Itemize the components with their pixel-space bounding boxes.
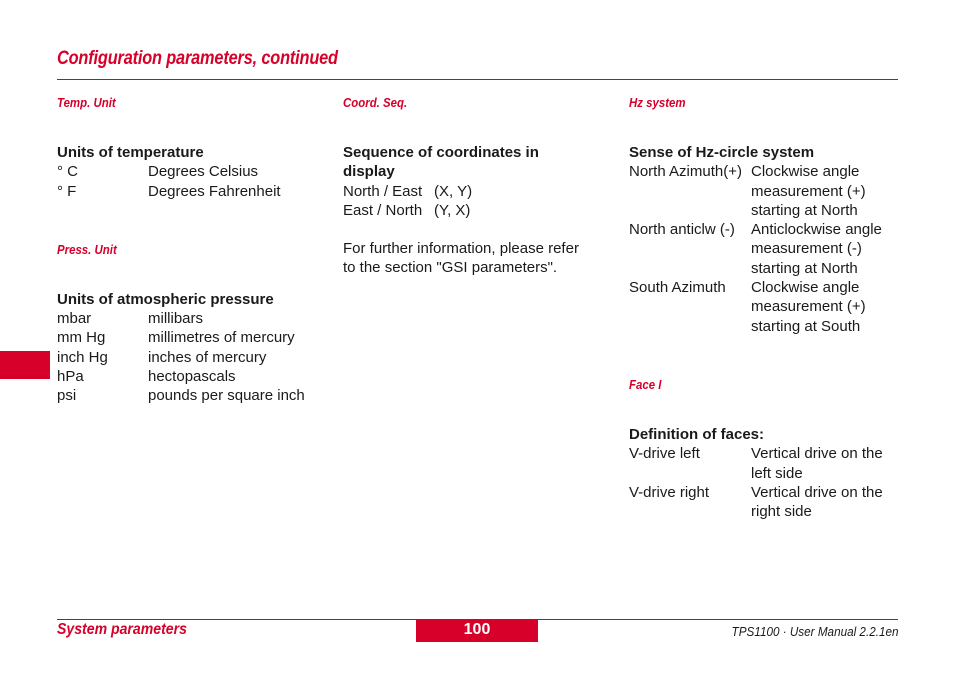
column-coordinate-sequence <box>343 93 613 278</box>
pressure-unit-value: inches of mercury <box>148 348 267 366</box>
subheading-coord-seq: Coord. Seq. <box>343 95 408 110</box>
description-line: Vertical drive on the <box>751 483 883 501</box>
pressure-row <box>57 348 327 367</box>
coord-order-key: North / East <box>343 182 423 200</box>
hz-row <box>629 220 904 278</box>
coord-row <box>343 201 613 220</box>
page-number: 100 <box>416 619 538 642</box>
reference-note: For further information, please refer <box>343 240 579 258</box>
section-title-coordinates: Sequence of coordinates in <box>343 144 539 161</box>
pressure-row <box>57 309 327 328</box>
section-title-pressure: Units of atmospheric pressure <box>57 290 274 308</box>
face-row <box>629 444 904 483</box>
coord-row <box>343 182 613 201</box>
face-row <box>629 483 904 522</box>
subheading-face-i: Face I <box>629 376 662 392</box>
description-line: Vertical drive on the <box>751 445 883 463</box>
temp-unit-key: ° F <box>57 182 77 200</box>
temp-unit-key: ° C <box>57 163 78 181</box>
section-title-coordinates-cont: display <box>343 163 395 181</box>
description-line: Clockwise angle <box>751 279 860 297</box>
pressure-unit-key: mm Hg <box>57 329 106 347</box>
section-title-temperature: Units of temperature <box>57 144 204 161</box>
hz-row <box>629 162 904 220</box>
description-line: starting at North <box>751 201 858 219</box>
face-option-description <box>751 483 904 522</box>
hz-option-description <box>751 162 904 220</box>
temp-unit-value: Degrees Celsius <box>148 163 259 181</box>
pressure-unit-key: inch Hg <box>57 348 108 366</box>
temp-row <box>57 162 327 181</box>
pressure-row <box>57 386 327 405</box>
description-line: right side <box>751 503 812 521</box>
hz-option-description <box>751 278 904 336</box>
reference-note-cont: to the section "GSI parameters". <box>343 259 558 277</box>
column-temperature-pressure <box>57 93 327 406</box>
hz-option-key: North Azimuth(+) <box>629 163 742 181</box>
pressure-unit-value: hectopascals <box>148 368 236 386</box>
pressure-row <box>57 367 327 386</box>
pressure-unit-key: hPa <box>57 368 84 386</box>
pressure-unit-key: psi <box>57 387 77 405</box>
coord-order-key: East / North <box>343 201 423 219</box>
pressure-unit-key: mbar <box>57 310 92 328</box>
section-title-faces: Definition of faces: <box>629 425 765 443</box>
temp-unit-value: Degrees Fahrenheit <box>148 182 281 200</box>
hz-option-key: South Azimuth <box>629 279 726 297</box>
description-line: Clockwise angle <box>751 163 860 181</box>
coord-order-value: (Y, X) <box>434 201 471 219</box>
face-option-description <box>751 444 904 483</box>
face-option-key: V-drive left <box>629 445 700 463</box>
hz-row <box>629 278 904 336</box>
footer-section-name: System parameters <box>57 621 187 638</box>
hz-option-key: North anticlw (-) <box>629 221 735 239</box>
column-hz-face <box>629 93 904 521</box>
pressure-unit-value: millibars <box>148 310 204 328</box>
subheading-press-unit: Press. Unit <box>57 241 117 257</box>
page-title: Configuration parameters, continued <box>57 48 338 69</box>
description-line: starting at North <box>751 259 858 277</box>
description-line: measurement (+) <box>751 182 866 200</box>
face-option-key: V-drive right <box>629 483 710 501</box>
coord-order-value: (X, Y) <box>434 182 473 200</box>
subheading-hz-system: Hz system <box>629 95 686 110</box>
hz-option-description <box>751 220 904 278</box>
footer-manual-title: TPS1100 · User Manual 2.2.1en <box>731 624 898 639</box>
pressure-row <box>57 328 327 347</box>
pressure-unit-value: pounds per square inch <box>148 387 305 405</box>
subheading-temp-unit: Temp. Unit <box>57 95 116 110</box>
section-title-hz-circle: Sense of Hz-circle system <box>629 144 815 161</box>
description-line: measurement (-) <box>751 240 862 258</box>
description-line: measurement (+) <box>751 298 866 316</box>
description-line: left side <box>751 464 803 482</box>
pressure-unit-value: millimetres of mercury <box>148 329 295 347</box>
description-line: starting at South <box>751 317 861 335</box>
header-rule <box>57 79 898 80</box>
description-line: Anticlockwise angle <box>751 221 882 239</box>
temp-row <box>57 182 327 201</box>
chapter-tab-marker <box>0 351 50 379</box>
